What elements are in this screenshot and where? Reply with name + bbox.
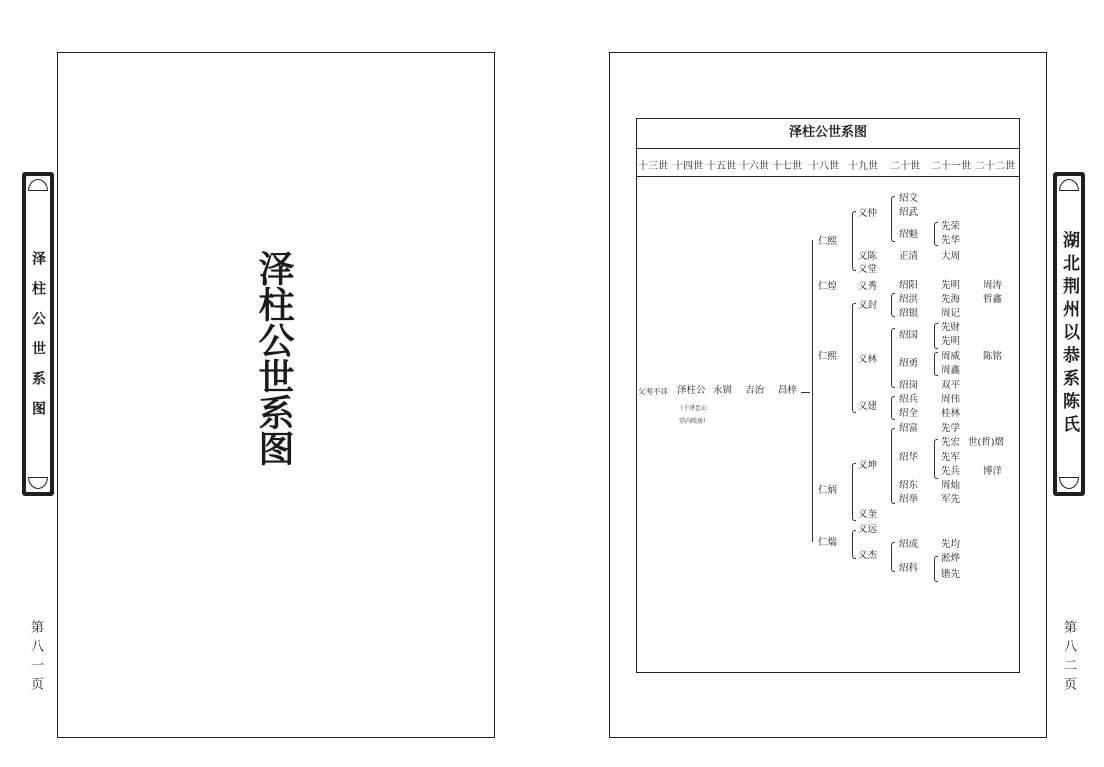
gen-header-13: 十三世 [638,161,668,172]
name-xianjun-2: 先均 [941,539,961,550]
name-g14: 泽柱公 [677,385,706,396]
bracket-renxi-1 [852,211,856,271]
name-xianhua: 先华 [941,235,961,246]
name-renxi-1: 仁熙 [818,236,838,247]
connector [801,392,810,393]
name-shaokui: 绍魁 [899,229,919,240]
name-shaoyang: 绍阳 [899,280,919,291]
left-side-tab [22,172,54,496]
name-shiyu: 世(哲)熠 [968,437,1004,448]
name-shuangping: 双平 [941,380,961,391]
gen-header-22: 二十二世 [975,161,1015,172]
name-shaobing: 绍兵 [899,394,919,405]
name-g13: 父考不详 [638,387,668,396]
note-g14-line1: （于泽忠公 [677,405,708,412]
name-xiancai: 先财 [941,322,961,333]
name-zhengqing: 正清 [899,251,919,262]
name-chenming: 陈铭 [983,351,1003,362]
bracket-g17 [812,240,813,542]
name-yilin: 义林 [858,354,878,365]
name-zhouwei-2: 周伟 [941,394,961,405]
bracket-yijian [891,396,895,420]
name-junxian: 军先 [941,494,961,505]
right-side-tab-label: 湖北荆州以恭系陈氏 [1059,230,1079,438]
bracket-shaokui [934,222,938,246]
bracket-shaoke [934,556,938,582]
name-g17: 昌梓 [778,385,798,396]
right-page-number: 第八二页 [1061,620,1076,696]
name-shaoke: 绍科 [899,563,919,574]
name-xianxue: 先学 [941,423,961,434]
name-yikui: 义奎 [858,509,878,520]
name-shaohong: 绍洪 [899,294,919,305]
name-xianhai: 先海 [941,294,961,305]
name-shaohua: 绍华 [899,452,919,463]
name-yitang: 义堂 [858,264,878,275]
name-zhoutao: 周涛 [983,280,1003,291]
gen-header-19: 十九世 [848,161,878,172]
bracket-renduan [852,530,856,559]
name-shaoju: 绍举 [899,494,919,505]
name-g15: 永钏 [713,385,733,396]
gen-header-20: 二十世 [890,161,920,172]
name-xianhong: 先宏 [941,437,961,448]
header-divider [637,176,1019,177]
name-xianrong: 先荣 [941,221,961,232]
bracket-yikun [891,428,895,504]
name-dazhou: 大周 [941,251,961,262]
name-yizhong: 义仲 [858,208,878,219]
name-yixiu: 义秀 [858,281,878,292]
name-renhuang: 仁煌 [818,281,838,292]
name-zhexin: 哲鑫 [983,294,1003,305]
left-side-tab-frame [25,175,51,493]
name-renxi-2: 仁熙 [818,351,838,362]
chart-title: 泽柱公世系图 [637,118,1019,149]
name-yijie: 义杰 [858,550,878,561]
name-zhouxin: 周鑫 [941,365,961,376]
name-shaocheng: 绍成 [899,539,919,550]
name-g16: 吉治 [745,385,765,396]
name-yichen: 义陈 [858,251,878,262]
gen-header-21: 二十一世 [931,161,971,172]
gen-header-16: 十六世 [739,161,769,172]
gen-header-17: 十七世 [772,161,802,172]
name-shaoyin: 绍银 [899,308,919,319]
name-yikun: 义坤 [858,460,878,471]
name-zhouzhuo: 周灿 [941,480,961,491]
name-boyang: 博洋 [983,466,1003,477]
gen-header-14: 十四世 [673,161,703,172]
bracket-renbing [852,463,856,521]
name-xianming-1: 先明 [941,280,961,291]
name-songye: 淞烨 [941,553,961,564]
name-shaoyong: 绍勇 [899,358,919,369]
name-shaogang: 绍岗 [899,380,919,391]
name-shaowu: 绍武 [899,207,919,218]
name-xianming-2: 先明 [941,336,961,347]
left-page-title: 泽柱公世系图 [253,250,295,466]
bracket-yifeng [891,293,895,317]
name-xianjun: 先军 [941,452,961,463]
right-side-tab-frame [1056,175,1082,493]
bracket-shaoguo [934,323,938,349]
name-yiyuan: 义远 [858,524,878,535]
left-page-number: 第八一页 [28,620,43,696]
name-shaofu: 绍富 [899,423,919,434]
name-yijian: 义建 [858,401,878,412]
name-renduan: 仁煓 [818,537,838,548]
bracket-renxi-2 [852,303,856,413]
name-shaoguo: 绍国 [899,330,919,341]
name-shaowen: 绍文 [899,193,919,204]
name-shaodong: 绍东 [899,480,919,491]
name-renbing: 仁炳 [818,485,838,496]
left-side-tab-label: 泽柱公世系图 [30,251,46,431]
name-guilin: 桂林 [941,408,961,419]
gen-header-18: 十八世 [809,161,839,172]
right-side-tab [1053,172,1085,496]
name-zhouwei-1: 周威 [941,351,961,362]
name-shaoquan: 绍全 [899,408,919,419]
name-zhouji: 周记 [941,308,961,319]
bracket-yilin [891,328,895,388]
name-yifeng: 义封 [858,300,878,311]
name-kaixian: 锴先 [941,569,961,580]
name-xianbing: 先兵 [941,466,961,477]
bracket-shaohua [934,439,938,479]
note-g14-line2: 堂内续房） [679,418,710,425]
bracket-shaoyong [934,352,938,376]
bracket-yijie [891,542,895,572]
bracket-yizhong [891,196,895,242]
gen-header-15: 十五世 [706,161,736,172]
